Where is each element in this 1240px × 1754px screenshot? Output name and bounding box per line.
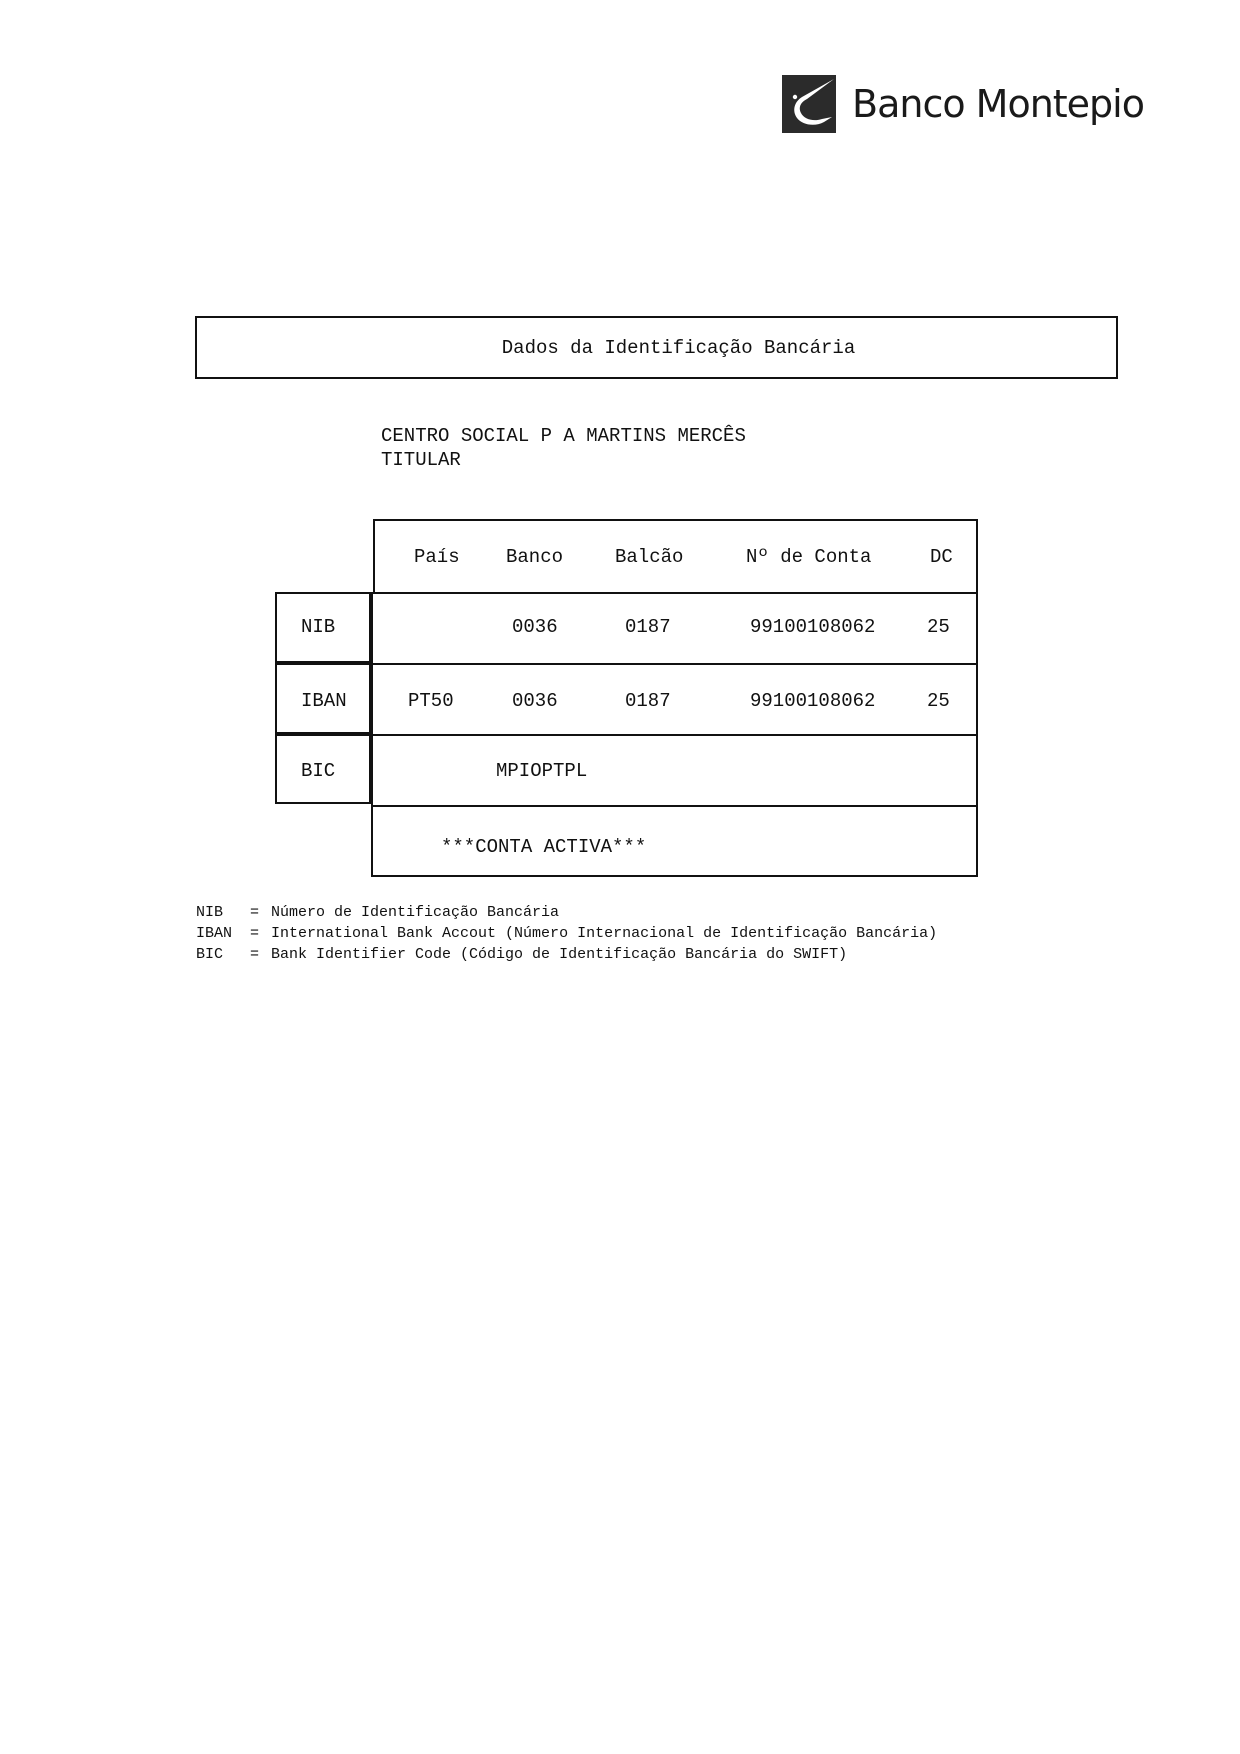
- legend-sep: =: [250, 946, 260, 963]
- nib-label: NIB: [301, 616, 336, 638]
- nib-balcao: 0187: [625, 616, 671, 638]
- iban-label: IBAN: [301, 690, 347, 712]
- bic-value: MPIOPTPL: [496, 760, 588, 782]
- document-title-box: [195, 316, 1118, 379]
- legend-sep: =: [250, 904, 260, 921]
- holder-name: CENTRO SOCIAL P A MARTINS MERCÊS: [381, 425, 746, 447]
- document-title: Dados da Identificação Bancária: [501, 336, 856, 359]
- account-status: ***CONTA ACTIVA***: [441, 836, 647, 858]
- account-holder: [381, 424, 746, 472]
- bic-label: BIC: [301, 760, 336, 782]
- iban-balcao: 0187: [625, 690, 671, 712]
- bank-logo: [782, 74, 1162, 134]
- bic-value-box: [371, 734, 978, 807]
- legend-abbr: IBAN: [196, 925, 233, 942]
- iban-dc: 25: [927, 690, 950, 712]
- legend-desc: International Bank Accout (Número Internacional de Identificação Bancária): [271, 925, 938, 942]
- iban-banco: 0036: [512, 690, 558, 712]
- iban-values-box: [371, 663, 978, 736]
- column-header-banco: Banco: [506, 546, 564, 568]
- legend-desc: Bank Identifier Code (Código de Identificação Bancária do SWIFT): [271, 946, 848, 963]
- brand-name: Banco Montepio: [852, 82, 1144, 126]
- nib-conta: 99100108062: [750, 616, 876, 638]
- legend-abbr: BIC: [196, 946, 224, 963]
- iban-pais: PT50: [408, 690, 454, 712]
- column-header-conta: Nº de Conta: [746, 546, 872, 568]
- column-header-dc: DC: [930, 546, 953, 568]
- column-header-balcao: Balcão: [615, 546, 684, 568]
- nib-banco: 0036: [512, 616, 558, 638]
- legend-abbr: NIB: [196, 904, 224, 921]
- pelican-logo-icon: [782, 75, 836, 133]
- legend-sep: =: [250, 925, 260, 942]
- column-header-pais: País: [414, 546, 460, 568]
- nib-values-box: [371, 592, 978, 665]
- legend-item: [196, 902, 937, 923]
- legend-item: [196, 944, 937, 965]
- legend-item: [196, 923, 937, 944]
- legend: [196, 902, 937, 965]
- holder-role: TITULAR: [381, 449, 461, 471]
- legend-desc: Número de Identificação Bancária: [271, 904, 560, 921]
- nib-dc: 25: [927, 616, 950, 638]
- iban-conta: 99100108062: [750, 690, 876, 712]
